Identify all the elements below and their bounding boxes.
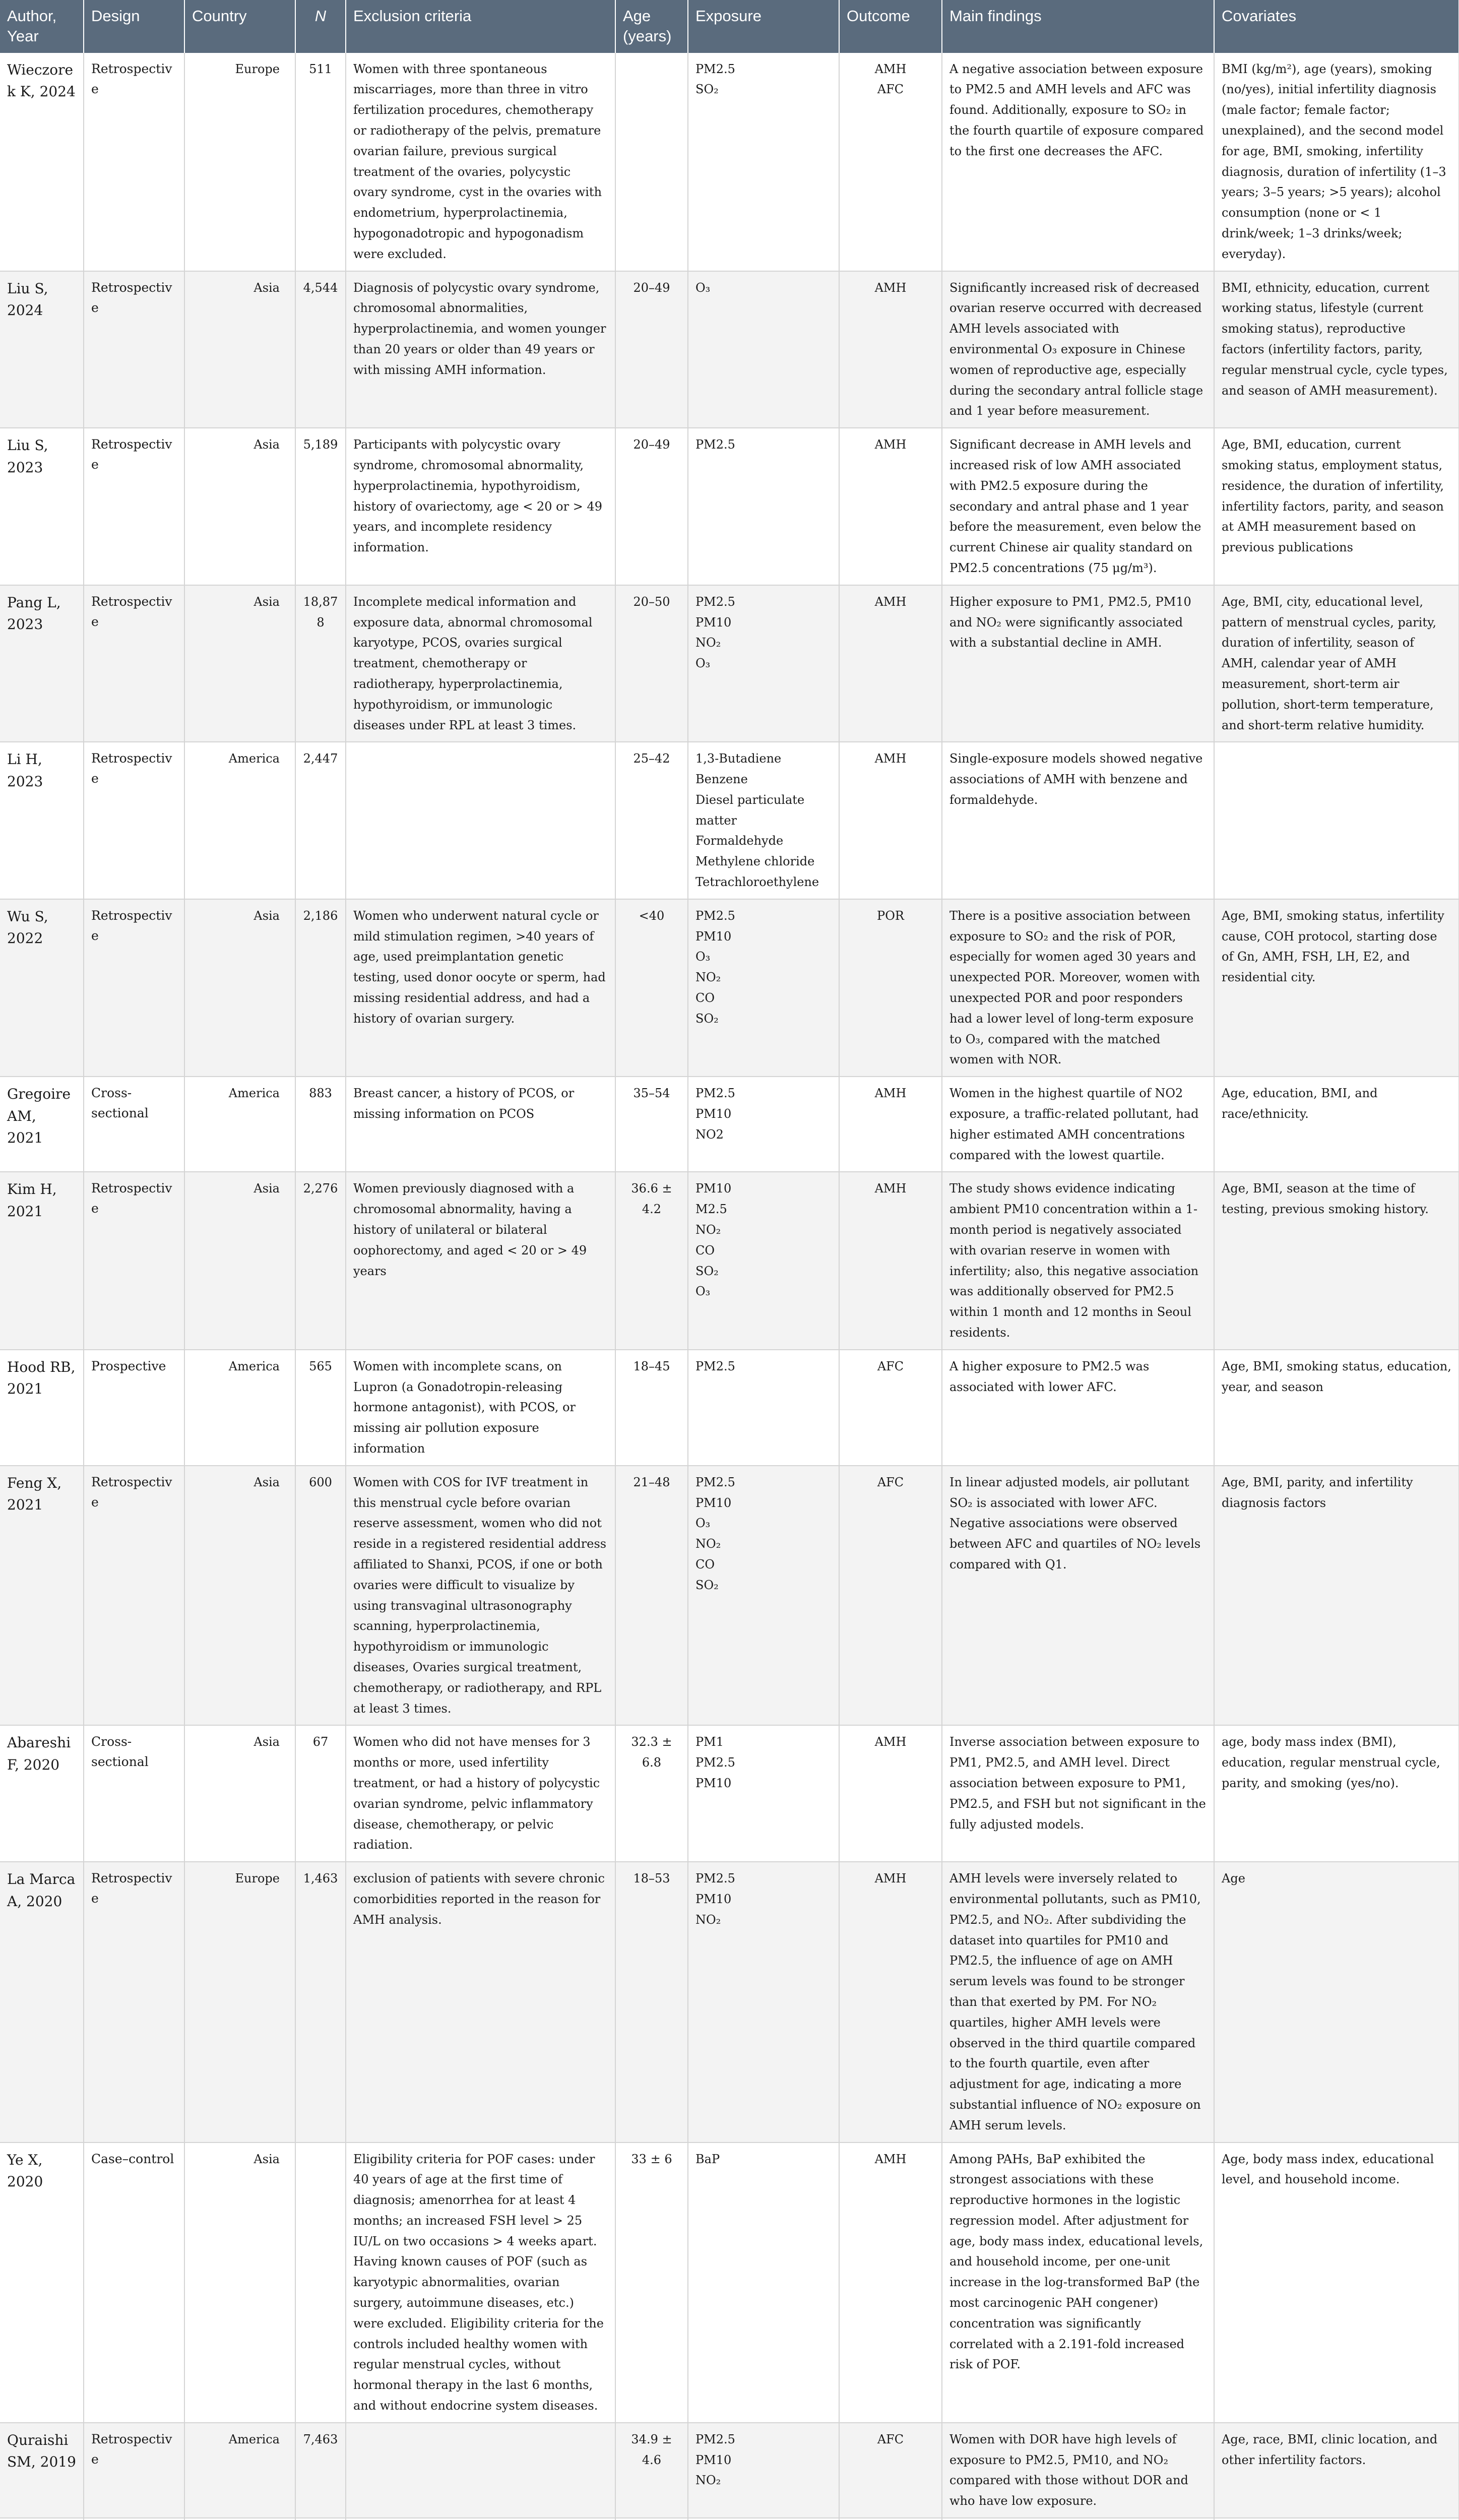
cell-exposure [688,271,839,428]
cell-country: Europe [184,1862,295,2142]
cell-n: 511 [295,53,346,271]
outcome-item: POR [877,908,904,923]
table-row [0,1466,1459,1726]
cell-n: 600 [295,1466,346,1726]
cell-outcome [839,1862,942,2142]
exposure-item: PM2.5 [695,1086,735,1101]
cell-country: Asia [184,899,295,1077]
cell-country: Europe [184,53,295,271]
exposure-item: CO [695,1243,715,1257]
cell-findings: Single-exposure models showed negative associations of AMH with benzene and formaldehyde. [942,742,1214,899]
exposure-item: NO₂ [695,1223,721,1237]
table-row [0,742,1459,899]
cell-findings: The study shows evidence indicating ambient PM10 concentration within a 1-month period is negatively associated with ovarian reserve in women with infertility; also, this negative association was additionally observed for PM2.5 within 1 month and 12 months in Seoul residents. [942,1172,1214,1349]
cell-country: Asia [184,1466,295,1726]
cell-age [615,53,688,271]
cell-design: Retrospective [84,1862,184,2142]
table-row [0,1077,1459,1172]
header-outcome: Outcome [839,0,942,53]
exposure-item: NO₂ [695,636,721,650]
exposure-item: SO₂ [695,1264,719,1278]
cell-exposure [688,585,839,742]
cell-n [295,2143,346,2423]
cell-outcome [839,742,942,899]
outcome-item: AMH [874,751,907,766]
exposure-item: NO₂ [695,1912,721,1927]
cell-exposure [688,1172,839,1349]
cell-design: Retrospective [84,585,184,742]
header-row [0,0,1459,53]
cell-age: 32.3 ± 6.8 [615,1725,688,1862]
cell-exclusion: Women with three spontaneous miscarriages, more than three in vitro fertilization procedures, chemotherapy or radiotherapy of the pelvis, premature ovarian failure, previous surgical treatment of the ovaries, polycystic ovary syndrome, cyst in the ovaries with endometrium, hyperprolactinemia, hypogonadotropic and hypogonadism were excluded. [346,53,615,271]
table-row [0,2143,1459,2423]
cell-outcome [839,428,942,585]
cell-exclusion: Women with incomplete scans, on Lupron (a Gonadotropin-releasing hormone antagonist), with PCOS, or missing air pollution exposure information [346,1350,615,1466]
cell-country: Asia [184,271,295,428]
cell-covariates: Age, education, BMI, and race/ethnicity. [1214,1077,1459,1172]
header-age: Age (years) [615,0,688,53]
exposure-item: NO₂ [695,970,721,985]
cell-exposure [688,1862,839,2142]
exposure-item: PM2.5 [695,1359,735,1373]
cell-design: Cross-sectional [84,1077,184,1172]
header-n: N [295,0,346,53]
exposure-item: M2.5 [695,1202,727,1217]
cell-findings: Women in the highest quartile of NO2 exposure, a traffic-related pollutant, had higher estimated AMH concentrations compared with the lowest quartile. [942,1077,1214,1172]
cell-age: 25–42 [615,742,688,899]
cell-country: Asia [184,2143,295,2423]
outcome-item: AMH [874,280,907,295]
exposure-item: SO₂ [695,82,719,97]
cell-n: 2,447 [295,742,346,899]
header-exposure: Exposure [688,0,839,53]
cell-age: 33 ± 6 [615,2143,688,2423]
exposure-item: NO₂ [695,1537,721,1551]
cell-exclusion: Women who underwent natural cycle or mild stimulation regimen, >40 years of age, used preimplantation genetic testing, used donor oocyte or sperm, had missing residential address, and had a history of ovarian surgery. [346,899,615,1077]
cell-n: 565 [295,1350,346,1466]
cell-outcome [839,585,942,742]
cell-n: 2,186 [295,899,346,1077]
cell-exclusion: Participants with polycystic ovary syndrome, chromosomal abnormality, hyperprolactinemia, hypothyroidism, history of ovariectomy, age < 20 or > 49 years, and incomplete residency information. [346,428,615,585]
table-header [0,0,1459,53]
cell-author: Pang L, 2023 [0,585,84,742]
cell-author: Li H, 2023 [0,742,84,899]
cell-covariates [1214,2518,1459,2520]
cell-author: La Marca A, 2020 [0,1862,84,2142]
cell-covariates: Age, BMI, smoking status, education, year, and season [1214,1350,1459,1466]
cell-design: Retrospective [84,428,184,585]
exposure-item: SO₂ [695,1011,719,1026]
cell-covariates: age, body mass index (BMI), education, regular menstrual cycle, parity, and smoking (yes/no). [1214,1725,1459,1862]
cell-exclusion: Women previously diagnosed with a chromosomal abnormality, having a history of unilateral or bilateral oophorectomy, and aged < 20 or > 49 years [346,1172,615,1349]
table-row [0,899,1459,1077]
cell-outcome [839,2423,942,2518]
cell-findings: A negative association between exposure to PM2.5 and AMH levels and AFC was found. Additionally, exposure to SO₂ in the fourth quartile of exposure compared to the first one decreases the AFC. [942,53,1214,271]
exposure-item: NO2 [695,1127,724,1142]
cell-findings: Significant decrease in AMH levels and increased risk of low AMH associated with PM2.5 exposure during the secondary and antral phase and 1 year before the measurement, even below the current Chinese air quality standard on PM2.5 concentrations (75 μg/m³). [942,428,1214,585]
table-row [0,2423,1459,2518]
outcome-item: AMH [874,1181,907,1196]
cell-author: Wu S, 2022 [0,899,84,1077]
cell-n: 2,276 [295,1172,346,1349]
cell-exclusion: Eligibility criteria for POF cases: under 40 years of age at the first time of diagnosis; amenorrhea for at least 4 months; an increased FSH level > 25 IU/L on two occasions > 4 weeks apart. Having known causes of POF (such as karyotypic abnormalities, ovarian surgery, autoimmune diseases, etc.) were excluded. Eligibility criteria for the controls included healthy women with regular menstrual cycles, without hormonal therapy in the last 6 months, and without endocrine system diseases. [346,2143,615,2423]
exposure-item: BaP [695,2152,720,2166]
outcome-item: AMH [874,1086,907,1101]
cell-design: Retrospective [84,271,184,428]
cell-outcome [839,1725,942,1862]
cell-country [184,2518,295,2520]
cell-covariates: Age, race, BMI, clinic location, and other infertility factors. [1214,2423,1459,2518]
cell-exclusion: Breast cancer, a history of PCOS, or missing information on PCOS [346,1077,615,1172]
cell-age: <40 [615,899,688,1077]
exposure-item: PM10 [695,1495,732,1510]
outcome-item: AFC [877,1359,904,1373]
cell-exclusion [346,2423,615,2518]
cell-outcome [839,1350,942,1466]
table-row [0,53,1459,271]
table-row [0,1725,1459,1862]
cell-covariates: Age, BMI, city, educational level, pattern of menstrual cycles, parity, duration of infertility, season of AMH, calendar year of AMH measurement, short-term air pollution, short-term temperature, and short-term relative humidity. [1214,585,1459,742]
header-findings: Main findings [942,0,1214,53]
cell-age: 20–49 [615,428,688,585]
cell-findings: Women with DOR have high levels of exposure to PM2.5, PM10, and NO₂ compared with those without DOR and who have low exposure. [942,2423,1214,2518]
cell-exposure [688,2518,839,2520]
cell-n: 5,189 [295,428,346,585]
exposure-item: PM10 [695,2452,732,2467]
outcome-item: AMH [874,2152,907,2166]
exposure-item: PM2.5 [695,1755,735,1770]
cell-country: America [184,1350,295,1466]
outcome-item: AMH [874,594,907,609]
table-row [0,1862,1459,2142]
exposure-item: PM10 [695,1107,732,1121]
cell-exposure [688,2143,839,2423]
cell-country: America [184,742,295,899]
cell-age: 18–53 [615,1862,688,2142]
cell-author: Wieczorek K, 2024 [0,53,84,271]
exposure-item: PM2.5 [695,594,735,609]
table-row [0,585,1459,742]
cell-outcome [839,1077,942,1172]
exposure-item: O₃ [695,280,711,295]
outcome-item: AFC [877,2432,904,2446]
exposure-item: O₃ [695,656,711,671]
cell-author [0,2518,84,2520]
table-row [0,2518,1459,2520]
cell-author: Liu S, 2024 [0,271,84,428]
cell-exclusion: Diagnosis of polycystic ovary syndrome, chromosomal abnormalities, hyperprolactinemia, and women younger than 20 years or older than 49 years or with missing AMH information. [346,271,615,428]
cell-exposure [688,1077,839,1172]
header-design: Design [84,0,184,53]
cell-age [615,2518,688,2520]
cell-findings: Among PAHs, BaP exhibited the strongest associations with these reproductive hormones in the logistic regression model. After adjustment for age, body mass index, educational levels, and household income, per one-unit increase in the log-transformed BaP (the most carcinogenic PAH congener) concentration was significantly correlated with a 2.191-fold increased risk of POF. [942,2143,1214,2423]
cell-design: Case–control [84,2143,184,2423]
exposure-item: NO₂ [695,2473,721,2488]
outcome-item: AMH [874,437,907,452]
table-body [0,53,1459,2520]
cell-design: Cross-sectional [84,1725,184,1862]
cell-author: Ye X, 2020 [0,2143,84,2423]
exposure-item: O₃ [695,1516,711,1531]
cell-country: Asia [184,1725,295,1862]
cell-covariates: Age, BMI, smoking status, infertility cause, COH protocol, starting dose of Gn, AMH, FSH, LH, E2, and residential city. [1214,899,1459,1077]
exposure-item: O₃ [695,1284,711,1299]
cell-n: 67 [295,1725,346,1862]
cell-exclusion: Incomplete medical information and exposure data, abnormal chromosomal karyotype, PCOS, ovaries surgical treatment, chemotherapy or radiotherapy, hyperprolactinemia, hypothyroidism, or immunologic diseases under RPL at least 3 times. [346,585,615,742]
exposure-item: Formaldehyde [695,834,784,848]
exposure-item: PM2.5 [695,2432,735,2446]
table-row [0,271,1459,428]
cell-age: 34.9 ± 4.6 [615,2423,688,2518]
cell-design [84,2518,184,2520]
cell-country: America [184,1077,295,1172]
cell-covariates: Age [1214,1862,1459,2142]
cell-findings: Significantly increased risk of decreased ovarian reserve occurred with decreased AMH levels associated with environmental O₃ exposure in Chinese women of reproductive age, especially during the secondary antral follicle stage and 1 year before measurement. [942,271,1214,428]
exposure-item: PM10 [695,1181,732,1196]
outcome-item: AMH [874,61,907,76]
exposure-item: PM10 [695,1776,732,1790]
exposure-item: PM2.5 [695,908,735,923]
cell-design: Retrospective [84,742,184,899]
cell-design: Retrospective [84,899,184,1077]
exposure-item: Diesel particulate matter [695,792,805,828]
header-country: Country [184,0,295,53]
cell-covariates: BMI, ethnicity, education, current working status, lifestyle (current smoking status), reproductive factors (infertility factors, parity, regular menstrual cycle, cycle types, and season of AMH measurement). [1214,271,1459,428]
outcome-item: AMH [874,1735,907,1749]
exposure-item: PM1 [695,1735,724,1749]
exposure-item: PM2.5 [695,61,735,76]
header-author: Author, Year [0,0,84,53]
header-covariates: Covariates [1214,0,1459,53]
cell-n: 883 [295,1077,346,1172]
cell-findings: AMH levels were inversely related to environmental pollutants, such as PM10, PM2.5, and NO₂. After subdividing the dataset into quartiles for PM10 and PM2.5, the influence of age on AMH serum levels was found to be stronger than that exerted by PM. For NO₂ quartiles, higher AMH levels were observed in the third quartile compared to the fourth quartile, even after adjustment for age, indicating a more substantial influence of NO₂ exposure on AMH serum levels. [942,1862,1214,2142]
outcome-item: AFC [877,82,904,97]
cell-covariates: Age, BMI, parity, and infertility diagnosis factors [1214,1466,1459,1726]
cell-author: Hood RB, 2021 [0,1350,84,1466]
cell-n: 7,463 [295,2423,346,2518]
cell-author: Gregoire AM, 2021 [0,1077,84,1172]
cell-author: Feng X, 2021 [0,1466,84,1726]
cell-covariates: Age, body mass index, educational level, and household income. [1214,2143,1459,2423]
cell-country: Asia [184,428,295,585]
cell-n [295,2518,346,2520]
exposure-item: PM2.5 [695,1871,735,1886]
cell-design: Retrospective [84,2423,184,2518]
cell-exposure [688,428,839,585]
cell-exclusion [346,2518,615,2520]
cell-outcome [839,899,942,1077]
cell-age: 35–54 [615,1077,688,1172]
cell-exposure [688,1466,839,1726]
cell-exclusion: Women with COS for IVF treatment in this menstrual cycle before ovarian reserve assessment, women who did not reside in a registered residential address affiliated to Shanxi, PCOS, if one or both ovaries were difficult to visualize by using transvaginal ultrasonography scanning, hyperprolactinemia, hypothyroidism or immunologic diseases, Ovaries surgical treatment, chemotherapy, or radiotherapy, and RPL at least 3 times. [346,1466,615,1726]
header-exclusion: Exclusion criteria [346,0,615,53]
cell-covariates: Age, BMI, education, current smoking status, employment status, residence, the duration of infertility, infertility factors, parity, and season at AMH measurement based on previous publications [1214,428,1459,585]
table-row [0,1172,1459,1349]
exposure-item: Tetrachloroethylene [695,875,819,890]
cell-findings: Inverse association between exposure to PM1, PM2.5, and AMH level. Direct association between exposure to PM1, PM2.5, and FSH but not significant in the fully adjusted models. [942,1725,1214,1862]
cell-findings: There is a positive association between exposure to SO₂ and the risk of POR, especially for women aged 30 years and unexpected POR. Moreover, women with unexpected POR and poor responders had a lower level of long-term exposure to O₃, compared with the matched women with NOR. [942,899,1214,1077]
cell-covariates: Age, BMI, season at the time of testing, previous smoking history. [1214,1172,1459,1349]
exposure-item: PM10 [695,615,732,629]
cell-outcome [839,53,942,271]
cell-exposure [688,899,839,1077]
cell-design: Retrospective [84,1172,184,1349]
cell-outcome [839,1172,942,1349]
cell-exposure [688,1725,839,1862]
cell-age: 36.6 ± 4.2 [615,1172,688,1349]
cell-covariates [1214,742,1459,899]
exposure-item: CO [695,1557,715,1571]
exposure-item: 1,3-Butadiene [695,751,782,766]
exposure-item: PM2.5 [695,437,735,452]
cell-outcome [839,2143,942,2423]
cell-exposure [688,742,839,899]
exposure-item: Benzene [695,772,748,787]
cell-covariates: BMI (kg/m²), age (years), smoking (no/yes), initial infertility diagnosis (male factor; female factor; unexplained), and the second model for age, BMI, smoking, infertility diagnosis, duration of infertility (1–3 years; 3–5 years; >5 years); alcohol consumption (none or < 1 drink/week; 1–3 drinks/week; everyday). [1214,53,1459,271]
cell-country: Asia [184,1172,295,1349]
cell-findings: A higher exposure to PM2.5 was associated with lower AFC. [942,1350,1214,1466]
cell-design: Retrospective [84,53,184,271]
cell-country: America [184,2423,295,2518]
cell-author: Liu S, 2023 [0,428,84,585]
cell-age: 20–49 [615,271,688,428]
cell-findings: Higher exposure to PM1, PM2.5, PM10 and NO₂ were significantly associated with a substantial decline in AMH. [942,585,1214,742]
cell-age: 20–50 [615,585,688,742]
table-row [0,428,1459,585]
exposure-item: PM2.5 [695,1475,735,1489]
cell-n: 4,544 [295,271,346,428]
cell-design: Prospective [84,1350,184,1466]
cell-design: Retrospective [84,1466,184,1726]
cell-exposure [688,1350,839,1466]
cell-exclusion: Women who did not have menses for 3 months or more, used infertility treatment, or had a history of polycystic ovarian syndrome, pelvic inflammatory disease, chemotherapy, or pelvic radiation. [346,1725,615,1862]
cell-age: 18–45 [615,1350,688,1466]
cell-exclusion: exclusion of patients with severe chronic comorbidities reported in the reason for AMH analysis. [346,1862,615,2142]
cell-exposure [688,53,839,271]
exposure-item: Methylene chloride [695,854,815,869]
exposure-item: PM10 [695,929,732,943]
cell-exposure [688,2423,839,2518]
cell-outcome [839,1466,942,1726]
exposure-item: SO₂ [695,1578,719,1592]
exposure-item: PM10 [695,1892,732,1906]
table-row [0,1350,1459,1466]
cell-country: Asia [184,585,295,742]
cell-age: 21–48 [615,1466,688,1726]
cell-exclusion [346,742,615,899]
exposure-item: O₃ [695,950,711,964]
cell-outcome [839,271,942,428]
cell-author: Kim H, 2021 [0,1172,84,1349]
cell-findings: In linear adjusted models, air pollutant SO₂ is associated with lower AFC. Negative associations were observed between AFC and quartiles of NO₂ levels compared with Q1. [942,1466,1214,1726]
cell-author: Abareshi F, 2020 [0,1725,84,1862]
exposure-item: CO [695,991,715,1005]
cell-outcome [839,2518,942,2520]
cell-n: 18,878 [295,585,346,742]
outcome-item: AMH [874,1871,907,1886]
cell-findings [942,2518,1214,2520]
cell-n: 1,463 [295,1862,346,2142]
outcome-item: AFC [877,1475,904,1489]
cell-author: Quraishi SM, 2019 [0,2423,84,2518]
